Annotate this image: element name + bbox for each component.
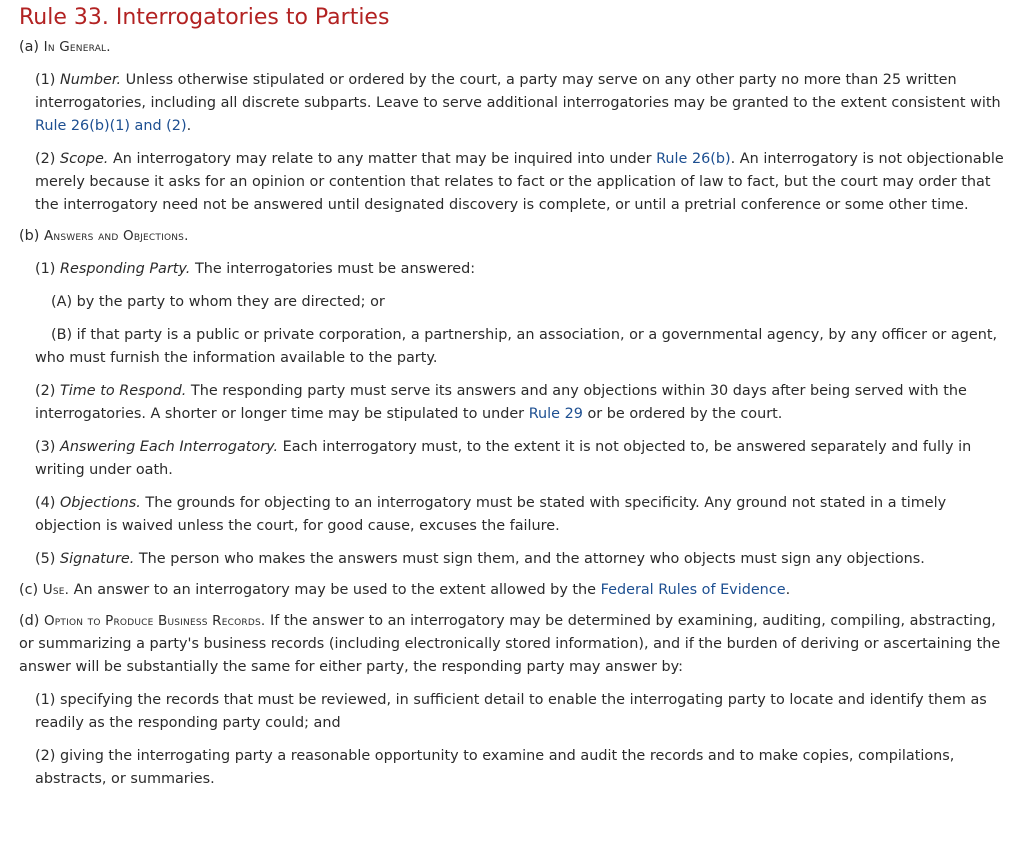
section-b-2-text: The responding party must serve its answers and any objections within 30 days after being served with the interrogatories. A shorter or longer time may be stipulated to under — [35, 383, 967, 422]
section-b-1-number: (1) — [35, 261, 56, 277]
section-c-text: An answer to an interrogatory may be used to the extent allowed by the — [69, 582, 601, 598]
section-b-1 — [19, 258, 1010, 281]
section-a-1-term: Number. — [59, 72, 122, 88]
section-b-1-text: The interrogatories must be answered: — [190, 261, 476, 277]
section-b-label: (b) — [19, 228, 40, 244]
section-b-3 — [19, 436, 1010, 482]
rule-26b1-2-link[interactable]: Rule 26(b)(1) and (2) — [35, 118, 187, 134]
section-b-4-text: The grounds for objecting to an interrogatory must be stated with specificity. Any ground not stated in a timely objection is waived unless the court, for good cause, excuses the failure. — [35, 495, 947, 534]
section-b-title: Answers and Objections. — [43, 228, 189, 244]
section-c-label: (c) — [19, 582, 39, 598]
section-a-2-text-cont: . An interrogatory is not objectionable merely because it asks for an opinion or contention that relates to fact or the application of law to fact, but the court may order that the interrogatory need not be answered until designated discovery is complete, or until a pretrial conference or some other time. — [35, 151, 1004, 213]
section-b-4-term: Objections. — [59, 495, 141, 511]
section-a-2 — [19, 148, 1010, 217]
section-b-5-number: (5) — [35, 551, 56, 567]
section-b-3-term: Answering Each Interrogatory. — [59, 439, 279, 455]
section-d-2: (2) giving the interrogating party a reasonable opportunity to examine and audit the records and to make copies, compilations, abstracts, or summaries. — [35, 748, 955, 787]
section-a-label: (a) — [19, 39, 40, 55]
section-b-5-term: Signature. — [59, 551, 135, 567]
section-a-1 — [19, 69, 1010, 138]
section-b-1-A: (A) by the party to whom they are directed; or — [51, 294, 385, 310]
section-b-4 — [19, 492, 1010, 538]
section-d — [19, 610, 1010, 679]
section-b-1-term: Responding Party. — [59, 261, 191, 277]
rule-29-link[interactable]: Rule 29 — [528, 406, 583, 422]
section-a-heading — [19, 36, 1010, 59]
section-d-text: If the answer to an interrogatory may be determined by examining, auditing, compiling, abstracting, or summarizing a party's business records (including electronically stored information), and if the burden of deriving or ascertaining the answer will be substantially the same for either party, the responding party may answer by: — [19, 613, 1001, 675]
section-d-title: Option to Produce Business Records. — [43, 613, 266, 629]
section-c — [19, 579, 1010, 602]
section-a-2-text: An interrogatory may relate to any matter that may be inquired into under — [108, 151, 657, 167]
section-a-title: In General. — [43, 39, 111, 55]
section-c-title: Use. — [42, 582, 70, 598]
section-b-2-number: (2) — [35, 383, 56, 399]
section-d-1: (1) specifying the records that must be reviewed, in sufficient detail to enable the interrogating party to locate and identify them as readily as the responding party could; and — [35, 692, 987, 731]
section-b-heading — [19, 225, 1010, 248]
section-a-2-term: Scope. — [59, 151, 109, 167]
section-b-5 — [19, 548, 1010, 571]
section-b-5-text: The person who makes the answers must sign them, and the attorney who objects must sign any objections. — [134, 551, 925, 567]
section-b-2-text-cont: or be ordered by the court. — [582, 406, 783, 422]
section-b-3-text: Each interrogatory must, to the extent it is not objected to, be answered separately and fully in writing under oath. — [35, 439, 972, 478]
section-b-2 — [19, 380, 1010, 426]
section-b-1-B: (B) if that party is a public or private corporation, a partnership, an association, or a governmental agency, by any officer or agent, who must furnish the information available to the party. — [35, 327, 998, 366]
section-a-1-text: Unless otherwise stipulated or ordered by the court, a party may serve on any other party no more than 25 written interrogatories, including all discrete subparts. Leave to serve additional interrogatories may be granted to the extent consistent with — [35, 72, 1001, 111]
section-c-end: . — [785, 582, 791, 598]
section-b-3-number: (3) — [35, 439, 56, 455]
section-a-1-end: . — [186, 118, 192, 134]
section-d-label: (d) — [19, 613, 40, 629]
section-b-2-term: Time to Respond. — [59, 383, 187, 399]
rule-26b-link[interactable]: Rule 26(b) — [656, 151, 731, 167]
section-a-2-number: (2) — [35, 151, 56, 167]
section-b-4-number: (4) — [35, 495, 56, 511]
federal-rules-of-evidence-link[interactable]: Federal Rules of Evidence — [600, 582, 786, 598]
section-a-1-number: (1) — [35, 72, 56, 88]
page-title: Rule 33. Interrogatories to Parties — [19, 5, 390, 30]
